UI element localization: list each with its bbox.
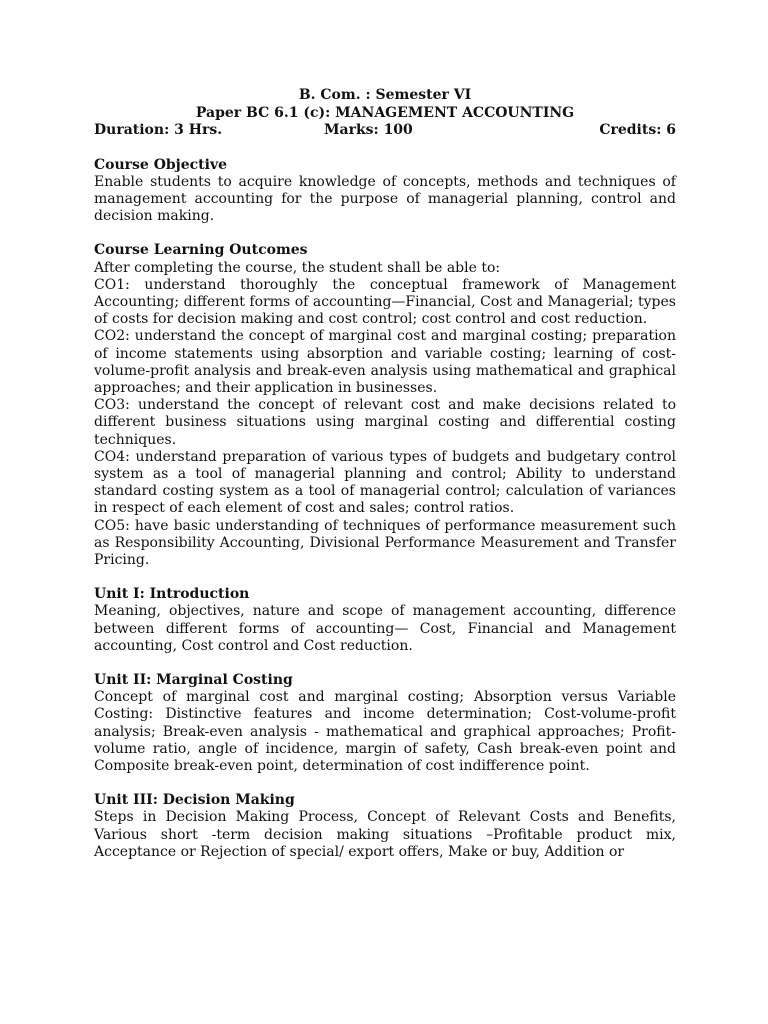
- unit-heading: Unit II: Marginal Costing: [94, 671, 293, 688]
- marks-text: Marks: 100: [324, 122, 413, 138]
- outcome-item: CO3: understand the concept of relevant cost and make decisions related to different business situations using marginal costing and differential costing techniques.: [94, 397, 676, 448]
- learning-outcomes-section: [94, 242, 676, 569]
- outcome-item: CO5: have basic understanding of techniques of performance measurement such as Responsibility Accounting, Divisional Performance Measurement and Transfer Pricing.: [94, 517, 676, 568]
- outcome-item: CO1: understand thoroughly the conceptual framework of Management Accounting; different forms of accounting—Financial, Cost and Managerial; types of costs for decision making and cost control; cost control and cost reduction.: [94, 276, 676, 328]
- course-objective-section: [94, 157, 676, 226]
- outcome-item: CO4: understand preparation of various types of budgets and budgetary control system as a tool of managerial planning and control; Ability to understand standard costing system as a tool of managerial control; calculation of variances in respect of each element of cost and sales; control ratios.: [94, 448, 676, 517]
- unit-section: [94, 792, 676, 861]
- unit-text: Meaning, objectives, nature and scope of management accounting, difference between different forms of accounting— Cost, Financial and Management accounting, Cost control and Cost reduction.: [94, 603, 676, 654]
- document-page: [94, 87, 676, 861]
- paper-title: Paper BC 6.1 (c): MANAGEMENT ACCOUNTING: [195, 104, 575, 121]
- course-meta: [94, 122, 676, 140]
- unit-text: Concept of marginal cost and marginal costing; Absorption versus Variable Costing: Distinctive features and income determination; Cost-volume-profit analysis; Break-even analysis - mathematical and graphical approaches; Profit-volume ratio, angle of incidence, margin of safety, Cash break-even point and Composite break-even point, determination of cost indifference point.: [94, 689, 676, 774]
- duration-text: Duration: 3 Hrs.: [94, 122, 223, 138]
- program-title: B. Com. : Semester VI: [298, 87, 472, 103]
- unit-heading: Unit I: Introduction: [94, 586, 250, 603]
- credits-text: Credits: 6: [599, 122, 676, 138]
- unit-section: [94, 586, 676, 655]
- unit-section: [94, 672, 676, 775]
- outcome-item: CO2: understand the concept of marginal cost and marginal costing; preparation of income statements using absorption and variable costing; learning of cost-volume-profit analysis and break-even analysis using mathematical and graphical approaches; and their application in businesses.: [94, 328, 676, 396]
- course-objective-text: Enable students to acquire knowledge of concepts, methods and techniques of management accounting for the purpose of managerial planning, control and decision making.: [94, 173, 676, 225]
- unit-text: Steps in Decision Making Process, Concept of Relevant Costs and Benefits, Various short -term decision making situations –Profitable product mix, Acceptance or Rejection of special/ export offers, Make or buy, Addition or: [94, 809, 676, 860]
- learning-outcomes-heading: Course Learning Outcomes: [94, 242, 308, 259]
- unit-heading: Unit III: Decision Making: [94, 792, 295, 809]
- course-objective-heading: Course Objective: [94, 156, 228, 173]
- learning-outcomes-intro: After completing the course, the student shall be able to:: [94, 259, 501, 276]
